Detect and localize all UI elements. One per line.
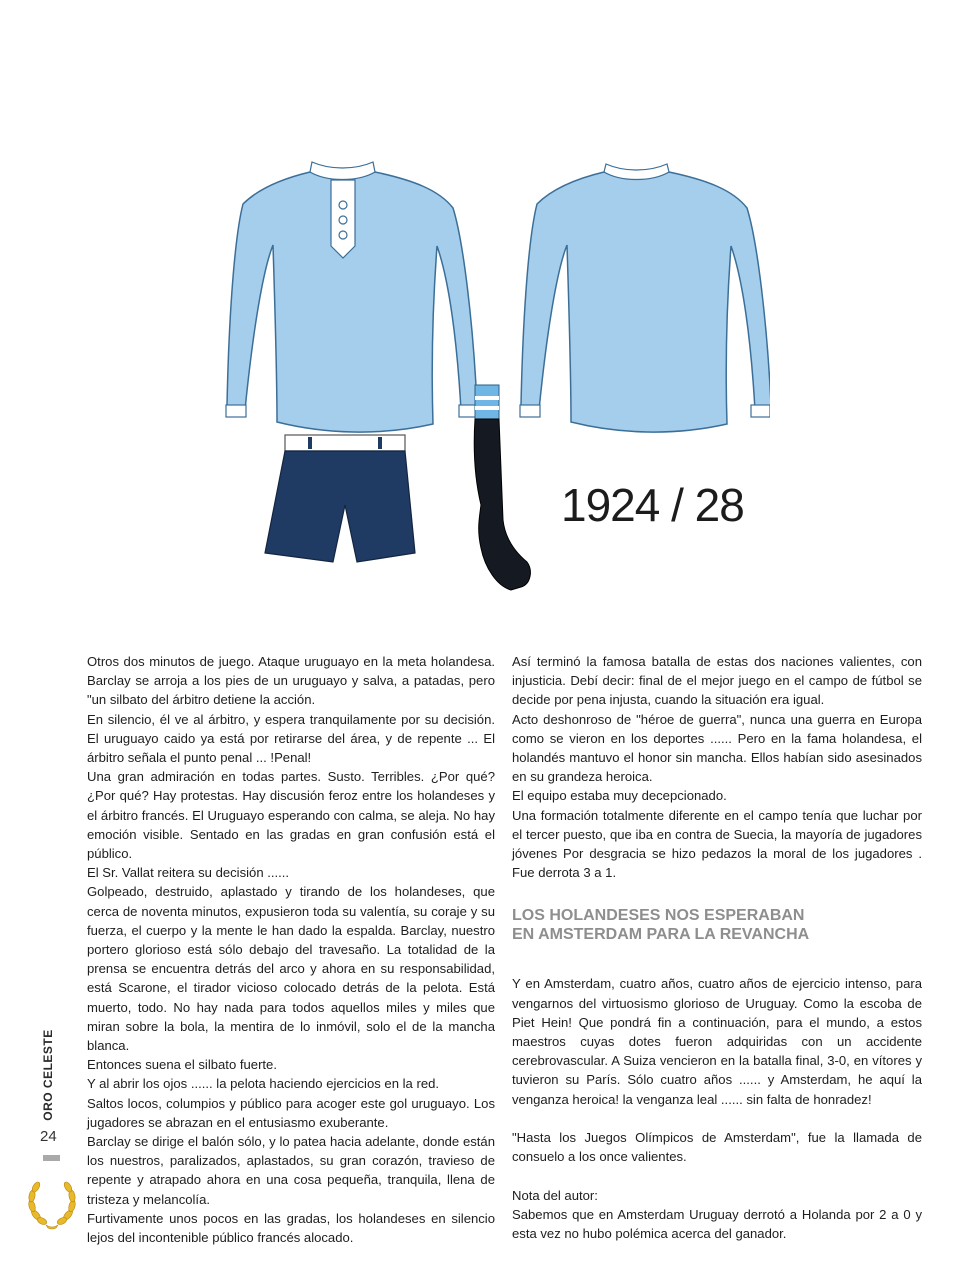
back-cuff-left [520, 405, 540, 417]
paragraph: Y al abrir los ojos ...... la pelota haciendo ejercicios en la red. [87, 1076, 440, 1092]
paragraph: En silencio, él ve al árbitro, y espera tranquilamente por su decisión. El uruguayo caido ya está por retirarse del área, y de repente ... El árbitro señala el punto penal ... !Penal! [87, 711, 495, 766]
back-shirt-body [521, 172, 770, 432]
author-note-label: Nota del autor: [512, 1187, 598, 1203]
sock-stripe [475, 396, 499, 400]
section-heading-line: EN AMSTERDAM PARA LA REVANCHA [512, 926, 810, 944]
paragraph: Y en Amsterdam, cuatro años, cuatro años de ejercicio intenso, para vengarnos del virtuosismo glorioso de Uruguay. Como la escoba de Piet Hein! Que pondrá fin a continuación, para el mundo, a estos maestros cuyas dotes fueron adquiridas con un accidente cerebrovascular. A Suiza vencieron en la batalla final, 3-0, en vítores y tuvieron su París. Sólo cuatro años ...... y Amsterdam, he aquí la venganza heroica! la venganza leal ...... sin falta de honradez! [512, 976, 922, 1107]
front-collar [310, 162, 375, 180]
paragraph: Entonces suena el silbato fuerte. [87, 1057, 277, 1073]
front-shirt [226, 162, 478, 432]
back-shirt [520, 164, 770, 432]
section-heading [512, 906, 922, 944]
left-column [87, 652, 495, 1247]
paragraph: El Sr. Vallat reitera su decisión ...... [87, 865, 290, 881]
section-label-text: ORO CELESTE [41, 1029, 55, 1121]
paragraph: Barclay se dirige el balón sólo, y lo patea hacia adelante, donde están los nuestros, paralizados, aplastados, su gran corazón, travieso de repente y atrapado ahora en una cosa pequeña, tranquila, llena de tristeza y melancolía. [87, 1134, 495, 1207]
shirt-button [339, 201, 347, 209]
paragraph: Saltos locos, columpios y público para acoger este gol uruguayo. Los jugadores se abrazan en el entusiasmo exuberante. [87, 1095, 495, 1130]
kit-year-caption: 1924 / 28 [561, 479, 744, 531]
kit-illustration [215, 160, 770, 600]
paragraph: Acto deshonroso de "héroe de guerra", nunca una guerra en Europa como se vieron en los deportes ...... Pero en la fama holandesa, el holandés mantuvo el honor sin mancha. Ellos habían sido asesinados en su grandeza heroica. [512, 711, 922, 785]
shorts-loop [308, 437, 312, 449]
paragraph: El equipo estaba muy decepcionado. [512, 788, 727, 804]
back-cuff-right [751, 405, 770, 417]
section-label [39, 1029, 57, 1121]
paragraph: Otros dos minutos de juego. Ataque uruguayo en la meta holandesa. Barclay se arroja a los pies de un uruguayo y salva, a patadas, pero "un silbato del árbitro detiene la acción. [87, 654, 495, 708]
paragraph: Golpeado, destruido, aplastado y tirando de los holandeses, que cerca de noventa minutos, expusieron toda su valentía, su coraje y su fuerza, el cuerpo y la mente le han dado la espalda. Barclay, nuestro portero glorioso está sólo debajo del travesaño. La totalidad de la prensa se encuentra detrás del arco y ahora en su responsabilidad, está Scarone, el tirador vicioso colocado detrás de la pelota. Está muerto, todo. No hay nada para todos aquellos miles y miles que miran sobre la bola, la mentira de lo inmóvil, solo el de la mancha blanca. [87, 884, 495, 1054]
sock-stripe [475, 406, 499, 410]
shorts-body [265, 451, 415, 562]
shorts [265, 435, 415, 562]
section-heading-line: LOS HOLANDESES NOS ESPERABAN [512, 907, 805, 925]
shirt-button [339, 216, 347, 224]
paragraph: Así terminó la famosa batalla de estas dos naciones valientes, con injusticia. Debí decir: final de el mejor juego en el campo de fútbol se decide por pena injusta, cuando la situación era igual. [512, 654, 922, 708]
sock-body [474, 419, 530, 590]
paragraph: Furtivamente unos pocos en las gradas, los holandeses en silencio lejos del incontenible público francés alocado. [87, 1210, 495, 1246]
paragraph: Una formación totalmente diferente en el campo tenía que luchar por el tercer puesto, que iba en contra de Suecia, la mayoría de jugadores jóvenes Por desgracia se hizo pedazos la moral de los jugadores . Fue derrota 3 a 1. [512, 807, 922, 881]
laurel-wreath-icon [26, 1175, 78, 1230]
shorts-waistband [285, 435, 405, 451]
page-number: 24 [40, 1128, 57, 1145]
shorts-loop [378, 437, 382, 449]
paragraph: "Hasta los Juegos Olímpicos de Amsterdam", fue la llamada de consuelo a los once valientes. [512, 1130, 922, 1165]
shirt-button [339, 231, 347, 239]
paragraph: Una gran admiración en todas partes. Susto. Terribles. ¿Por qué? ¿Por qué? Hay protestas. Hay discusión feroz entre los holandeses y el árbitro francés. El Uruguayo esperando con calma, se aleja. No hay emoción visible. Sentado en las gradas en gran confusión está el público. [87, 769, 495, 862]
author-note-text: Sabemos que en Amsterdam Uruguay derrotó a Holanda por 2 a 0 y esta vez no hubo polémica acerca del ganador. [512, 1206, 922, 1242]
right-column [512, 652, 922, 1243]
sock-top [475, 385, 499, 419]
page-marker-bar [43, 1155, 60, 1161]
front-cuff-left [226, 405, 246, 417]
